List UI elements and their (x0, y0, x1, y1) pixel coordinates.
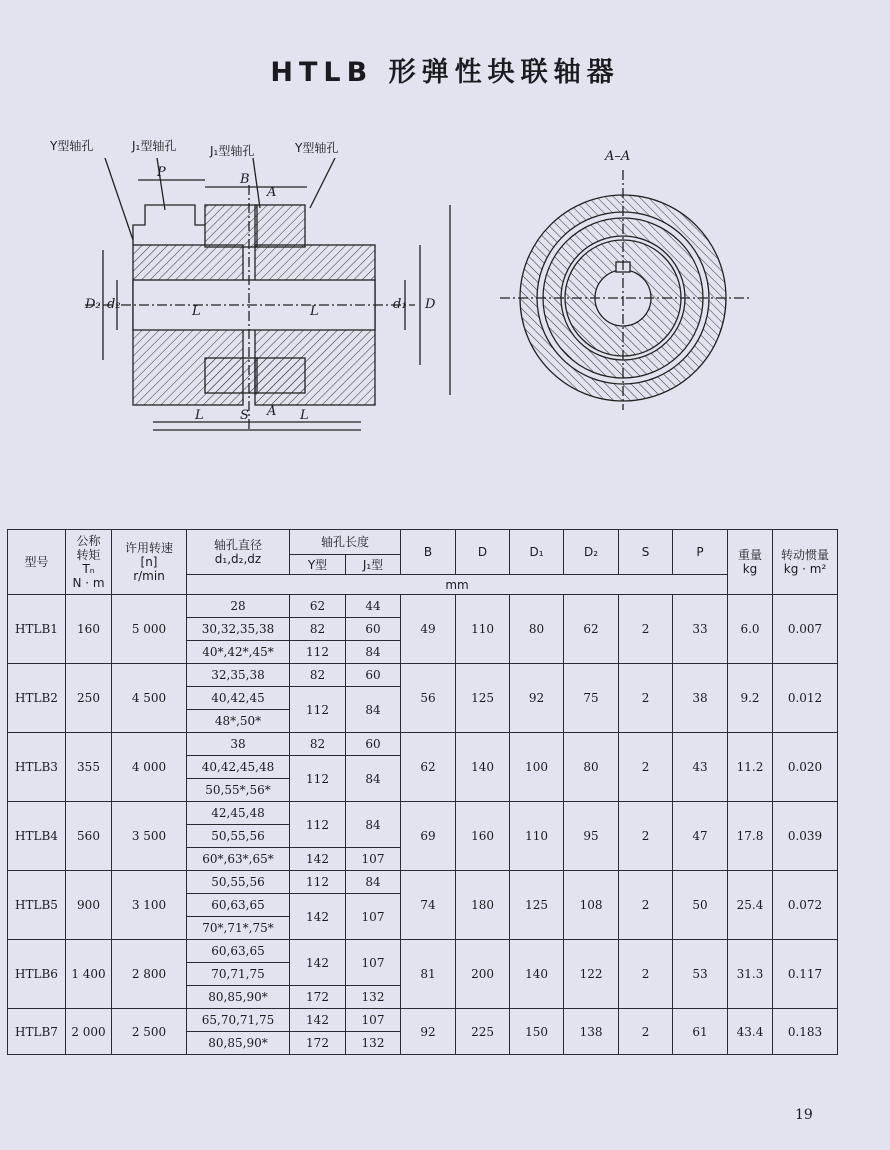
model-cell: HTLB4 (8, 802, 66, 871)
speed-cell: 5 000 (112, 595, 187, 664)
s-cell: 2 (619, 595, 673, 664)
label-y-bore-left: Y型轴孔 (50, 139, 94, 153)
model-cell: HTLB6 (8, 940, 66, 1009)
bore-diameter-cell: 70*,71*,75* (187, 917, 290, 940)
d2-cell: 138 (564, 1009, 619, 1055)
j1-length-cell: 107 (346, 848, 401, 871)
weight-cell: 11.2 (728, 733, 773, 802)
bore-diameter-cell: 28 (187, 595, 290, 618)
dim-d-big: D (425, 297, 436, 312)
y-length-cell: 112 (290, 756, 346, 802)
d2-cell: 75 (564, 664, 619, 733)
speed-cell: 3 100 (112, 871, 187, 940)
j1-length-cell: 60 (346, 733, 401, 756)
j1-length-cell: 84 (346, 756, 401, 802)
table-row (8, 664, 838, 687)
torque-cell: 900 (66, 871, 112, 940)
header-model: 型号 (8, 530, 66, 595)
page-title: HTLB 形弹性块联轴器 (270, 57, 620, 88)
p-cell: 43 (673, 733, 728, 802)
bore-diameter-cell: 80,85,90* (187, 1032, 290, 1055)
inertia-cell: 0.020 (773, 733, 838, 802)
torque-cell: 2 000 (66, 1009, 112, 1055)
page-number: 19 (795, 1107, 813, 1123)
header-bore: 轴孔直径 d₁,d₂,dz (187, 530, 290, 575)
p-cell: 47 (673, 802, 728, 871)
speed-cell: 4 000 (112, 733, 187, 802)
bore-diameter-cell: 48*,50* (187, 710, 290, 733)
y-length-cell: 112 (290, 871, 346, 894)
j1-length-cell: 60 (346, 664, 401, 687)
bore-diameter-cell: 30,32,35,38 (187, 618, 290, 641)
j1-length-cell: 107 (346, 1009, 401, 1032)
torque-cell: 250 (66, 664, 112, 733)
speed-cell: 3 500 (112, 802, 187, 871)
inertia-cell: 0.072 (773, 871, 838, 940)
header-d: D (456, 530, 510, 575)
table-row (8, 733, 838, 756)
inertia-cell: 0.012 (773, 664, 838, 733)
speed-cell: 2 500 (112, 1009, 187, 1055)
d2-cell: 108 (564, 871, 619, 940)
b-cell: 62 (401, 733, 456, 802)
inertia-cell: 0.117 (773, 940, 838, 1009)
bore-diameter-cell: 40,42,45 (187, 687, 290, 710)
dim-b: B (240, 172, 250, 187)
weight-cell: 25.4 (728, 871, 773, 940)
j1-length-cell: 107 (346, 940, 401, 986)
spec-table (7, 529, 838, 1055)
y-length-cell: 82 (290, 733, 346, 756)
s-cell: 2 (619, 802, 673, 871)
section-label: A–A (605, 149, 631, 164)
bore-diameter-cell: 38 (187, 733, 290, 756)
b-cell: 49 (401, 595, 456, 664)
d1-cell: 110 (510, 802, 564, 871)
header-b: B (401, 530, 456, 575)
table-row (8, 802, 838, 825)
bore-diameter-cell: 50,55,56 (187, 871, 290, 894)
inertia-cell: 0.039 (773, 802, 838, 871)
y-length-cell: 142 (290, 1009, 346, 1032)
dim-d2-upper: D₂ (85, 297, 101, 312)
torque-cell: 1 400 (66, 940, 112, 1009)
header-speed: 许用转速 [n] r/min (112, 530, 187, 595)
header-p: P (673, 530, 728, 575)
speed-cell: 2 800 (112, 940, 187, 1009)
d1-cell: 100 (510, 733, 564, 802)
torque-cell: 160 (66, 595, 112, 664)
header-inertia: 转动惯量 kg · m² (773, 530, 838, 595)
bore-diameter-cell: 65,70,71,75 (187, 1009, 290, 1032)
bore-diameter-cell: 50,55*,56* (187, 779, 290, 802)
label-y-bore-right: Y型轴孔 (295, 141, 339, 155)
d-cell: 160 (456, 802, 510, 871)
y-length-cell: 142 (290, 894, 346, 940)
dim-l-inner-right: L (310, 304, 319, 319)
bore-diameter-cell: 60,63,65 (187, 940, 290, 963)
d1-cell: 150 (510, 1009, 564, 1055)
y-length-cell: 112 (290, 687, 346, 733)
inertia-cell: 0.183 (773, 1009, 838, 1055)
torque-cell: 355 (66, 733, 112, 802)
j1-length-cell: 132 (346, 1032, 401, 1055)
d1-cell: 125 (510, 871, 564, 940)
model-cell: HTLB3 (8, 733, 66, 802)
y-length-cell: 62 (290, 595, 346, 618)
bore-diameter-cell: 40,42,45,48 (187, 756, 290, 779)
dim-s: S (240, 408, 249, 423)
b-cell: 56 (401, 664, 456, 733)
j1-length-cell: 84 (346, 871, 401, 894)
header-d1: D₁ (510, 530, 564, 575)
j1-length-cell: 44 (346, 595, 401, 618)
p-cell: 50 (673, 871, 728, 940)
y-length-cell: 142 (290, 848, 346, 871)
bore-diameter-cell: 42,45,48 (187, 802, 290, 825)
p-cell: 33 (673, 595, 728, 664)
bore-diameter-cell: 40*,42*,45* (187, 641, 290, 664)
j1-length-cell: 84 (346, 687, 401, 733)
s-cell: 2 (619, 1009, 673, 1055)
y-length-cell: 82 (290, 618, 346, 641)
dim-d1: d₁ (393, 297, 407, 312)
bore-diameter-cell: 60*,63*,65* (187, 848, 290, 871)
s-cell: 2 (619, 940, 673, 1009)
header-unit-mm: mm (187, 575, 728, 595)
speed-cell: 4 500 (112, 664, 187, 733)
header-d2: D₂ (564, 530, 619, 575)
b-cell: 74 (401, 871, 456, 940)
y-length-cell: 172 (290, 1032, 346, 1055)
header-y-type: Y型 (290, 555, 346, 575)
dim-l-bottom-right: L (300, 408, 309, 423)
bore-diameter-cell: 60,63,65 (187, 894, 290, 917)
dim-a-bottom: A (267, 404, 277, 419)
y-length-cell: 82 (290, 664, 346, 687)
bore-diameter-cell: 70,71,75 (187, 963, 290, 986)
bore-diameter-cell: 80,85,90* (187, 986, 290, 1009)
header-weight: 重量 kg (728, 530, 773, 595)
weight-cell: 9.2 (728, 664, 773, 733)
model-cell: HTLB2 (8, 664, 66, 733)
model-cell: HTLB1 (8, 595, 66, 664)
weight-cell: 43.4 (728, 1009, 773, 1055)
header-bore-length: 轴孔长度 (290, 530, 401, 555)
spec-table-body (8, 595, 838, 1055)
d2-cell: 62 (564, 595, 619, 664)
j1-length-cell: 84 (346, 641, 401, 664)
p-cell: 61 (673, 1009, 728, 1055)
bore-diameter-cell: 32,35,38 (187, 664, 290, 687)
b-cell: 69 (401, 802, 456, 871)
weight-cell: 6.0 (728, 595, 773, 664)
p-cell: 53 (673, 940, 728, 1009)
table-row (8, 1009, 838, 1032)
p-cell: 38 (673, 664, 728, 733)
coupling-section-drawing (45, 130, 475, 450)
label-j1-bore-right: J₁型轴孔 (210, 144, 255, 158)
model-cell: HTLB5 (8, 871, 66, 940)
s-cell: 2 (619, 664, 673, 733)
header-s: S (619, 530, 673, 575)
d1-cell: 80 (510, 595, 564, 664)
label-j1-bore-left: J₁型轴孔 (132, 139, 177, 153)
s-cell: 2 (619, 871, 673, 940)
b-cell: 92 (401, 1009, 456, 1055)
dim-a-top: A (267, 185, 277, 200)
cross-section-aa (480, 140, 770, 420)
d-cell: 110 (456, 595, 510, 664)
b-cell: 81 (401, 940, 456, 1009)
y-length-cell: 112 (290, 802, 346, 848)
weight-cell: 17.8 (728, 802, 773, 871)
d-cell: 180 (456, 871, 510, 940)
dim-d2-lower: d₂ (107, 297, 121, 312)
s-cell: 2 (619, 733, 673, 802)
d-cell: 125 (456, 664, 510, 733)
table-row (8, 595, 838, 618)
inertia-cell: 0.007 (773, 595, 838, 664)
d-cell: 140 (456, 733, 510, 802)
d2-cell: 122 (564, 940, 619, 1009)
bore-diameter-cell: 50,55,56 (187, 825, 290, 848)
y-length-cell: 112 (290, 641, 346, 664)
d-cell: 225 (456, 1009, 510, 1055)
header-j1-type: J₁型 (346, 555, 401, 575)
j1-length-cell: 60 (346, 618, 401, 641)
d2-cell: 95 (564, 802, 619, 871)
y-length-cell: 172 (290, 986, 346, 1009)
y-length-cell: 142 (290, 940, 346, 986)
torque-cell: 560 (66, 802, 112, 871)
dim-l-bottom-left: L (195, 408, 204, 423)
j1-length-cell: 84 (346, 802, 401, 848)
table-row (8, 940, 838, 963)
dim-p: P (157, 165, 166, 180)
d2-cell: 80 (564, 733, 619, 802)
j1-length-cell: 132 (346, 986, 401, 1009)
table-row (8, 871, 838, 894)
d1-cell: 92 (510, 664, 564, 733)
weight-cell: 31.3 (728, 940, 773, 1009)
model-cell: HTLB7 (8, 1009, 66, 1055)
d-cell: 200 (456, 940, 510, 1009)
d1-cell: 140 (510, 940, 564, 1009)
header-torque: 公称 转矩 Tₙ N · m (66, 530, 112, 595)
dim-l-inner-left: L (192, 304, 201, 319)
j1-length-cell: 107 (346, 894, 401, 940)
